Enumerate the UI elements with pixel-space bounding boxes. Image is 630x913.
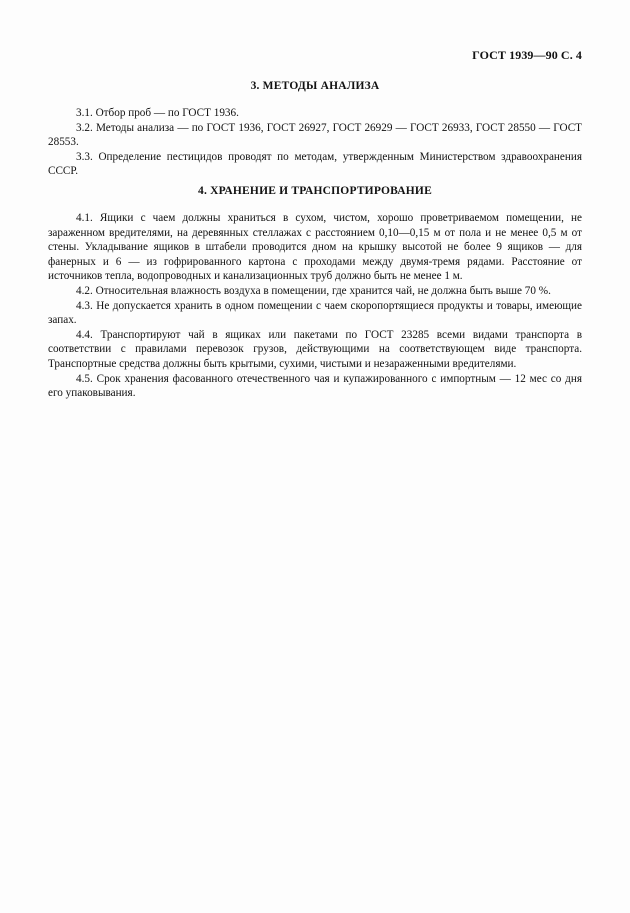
section-3-body <box>48 106 582 179</box>
paragraph-4-4: 4.4. Транспортируют чай в ящиках или пакетами по ГОСТ 23285 всеми видами транспорта в соответствии с правилами перевозок грузов, действующими на соответствующем виде транспорта. Транспортные средства должны быть крытыми, сухими, чистыми и незараженными вредителями. <box>48 328 582 370</box>
paragraph-3-1: 3.1. Отбор проб — по ГОСТ 1936. <box>76 107 239 119</box>
paragraph-4-2: 4.2. Относительная влажность воздуха в помещении, где хранится чай, не должна быть выше 70 %. <box>76 284 551 297</box>
paragraph-3-2: 3.2. Методы анализа — по ГОСТ 1936, ГОСТ 26927, ГОСТ 26929 — ГОСТ 26933, ГОСТ 28550 — ГОСТ 28553. <box>48 121 582 149</box>
paragraph-4-3: 4.3. Не допускается хранить в одном помещении с чаем скоропортящиеся продукты и товары, имеющие запах. <box>48 299 582 327</box>
section-4-title: 4. ХРАНЕНИЕ И ТРАНСПОРТИРОВАНИЕ <box>198 185 432 197</box>
paragraph-4-1: 4.1. Ящики с чаем должны храниться в сухом, чистом, хорошо проветриваемом помещении, не зараженном вредителями, на деревянных стеллажах с расстоянием 0,10—0,15 м от пола и не менее 0,5 м от стены. Укладывание ящиков в штабели проводится дном на крышку высотой не более 9 ящиков — для фанерных и 6 — из гофрированного картона с проходами между двумя-тремя рядами. Расстояние от источников тепла, водопроводных и канализационных труб должно быть не менее 1 м. <box>48 212 582 283</box>
paragraph-3-3: 3.3. Определение пестицидов проводят по методам, утвержденным Министерством здравоохранения СССР. <box>48 150 582 178</box>
section-4-body <box>48 211 582 401</box>
section-3-title: 3. МЕТОДЫ АНАЛИЗА <box>250 80 380 92</box>
page-header-standard-ref: ГОСТ 1939—90 С. 4 <box>472 48 582 62</box>
paragraph-4-5: 4.5. Срок хранения фасованного отечественного чая и купажированного с импортным — 12 мес со дня его упаковывания. <box>48 372 582 400</box>
